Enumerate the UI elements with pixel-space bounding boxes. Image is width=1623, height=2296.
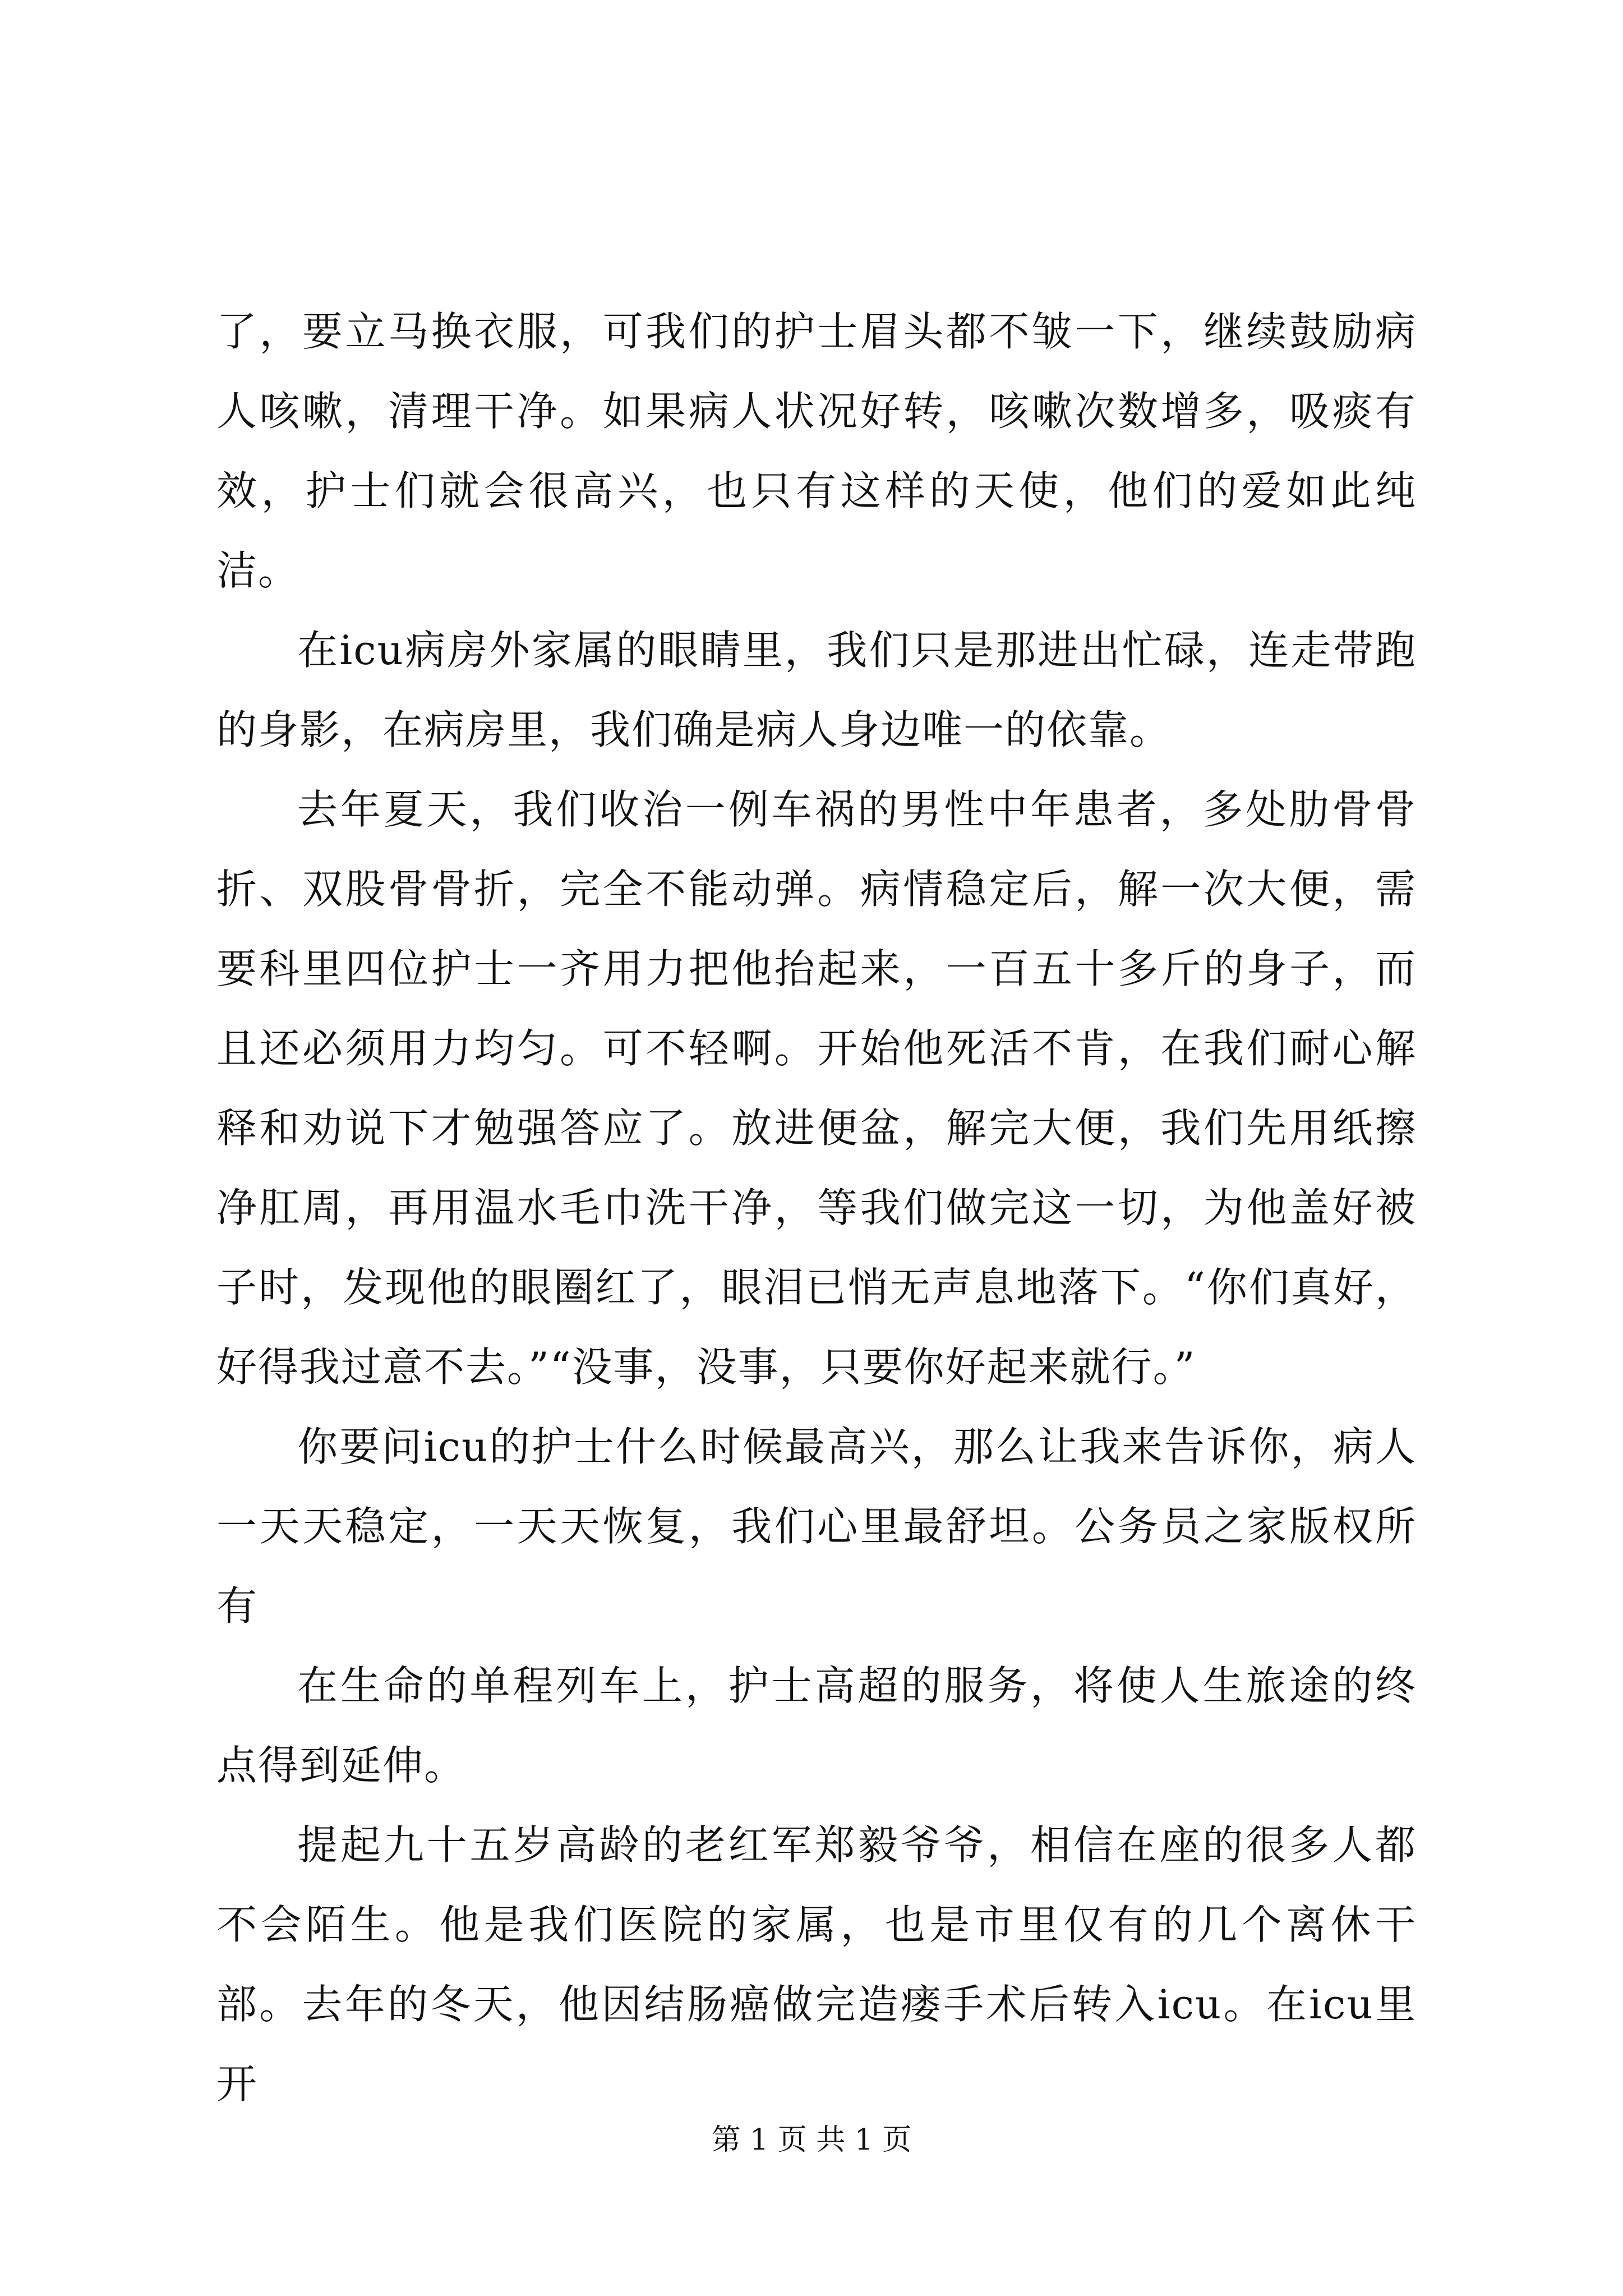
- paragraph-3: 去年夏天，我们收治一例车祸的男性中年患者，多处肋骨骨折、双股骨骨折，完全不能动弹。病情稳定后，解一次大便，需要科里四位护士一齐用力把他抬起来，一百五十多斤的身子，而且还必须用力均匀。可不轻啊。开始他死活不肯，在我们耐心解释和劝说下才勉强答应了。放进便盆，解完大便，我们先用纸擦净肛周，再用温水毛巾洗干净，等我们做完这一切，为他盖好被子时，发现他的眼圈红了，眼泪已悄无声息地落下。“你们真好，好得我过意不去。”“没事，没事，只要你好起来就行。”: [216, 786, 1417, 1391]
- paragraph-4: 你要问icu的护士什么时候最高兴，那么让我来告诉你，病人一天天稳定，一天天恢复，我们心里最舒坦。公务员之家版权所有: [216, 1423, 1417, 1630]
- paragraph-2: 在icu病房外家属的眼睛里，我们只是那进出忙碌，连走带跑的身影，在病房里，我们确是病人身边唯一的依靠。: [216, 627, 1417, 753]
- page-number-footer: 第 1 页 共 1 页: [711, 2123, 912, 2157]
- paragraph-1: 了，要立马换衣服，可我们的护士眉头都不皱一下，继续鼓励病人咳嗽，清理干净。如果病人状况好转，咳嗽次数增多，吸痰有效，护士们就会很高兴，也只有这样的天使，他们的爱如此纯洁。: [216, 308, 1417, 594]
- paragraph-5: 在生命的单程列车上，护士高超的服务，将使人生旅途的终点得到延伸。: [216, 1662, 1417, 1789]
- document-body: [216, 292, 1417, 2124]
- paragraph-6: 提起九十五岁高龄的老红军郑毅爷爷，相信在座的很多人都不会陌生。他是我们医院的家属，也是市里仅有的几个离休干部。去年的冬天，他因结肠癌做完造瘘手术后转入icu。在icu里开: [216, 1821, 1417, 2108]
